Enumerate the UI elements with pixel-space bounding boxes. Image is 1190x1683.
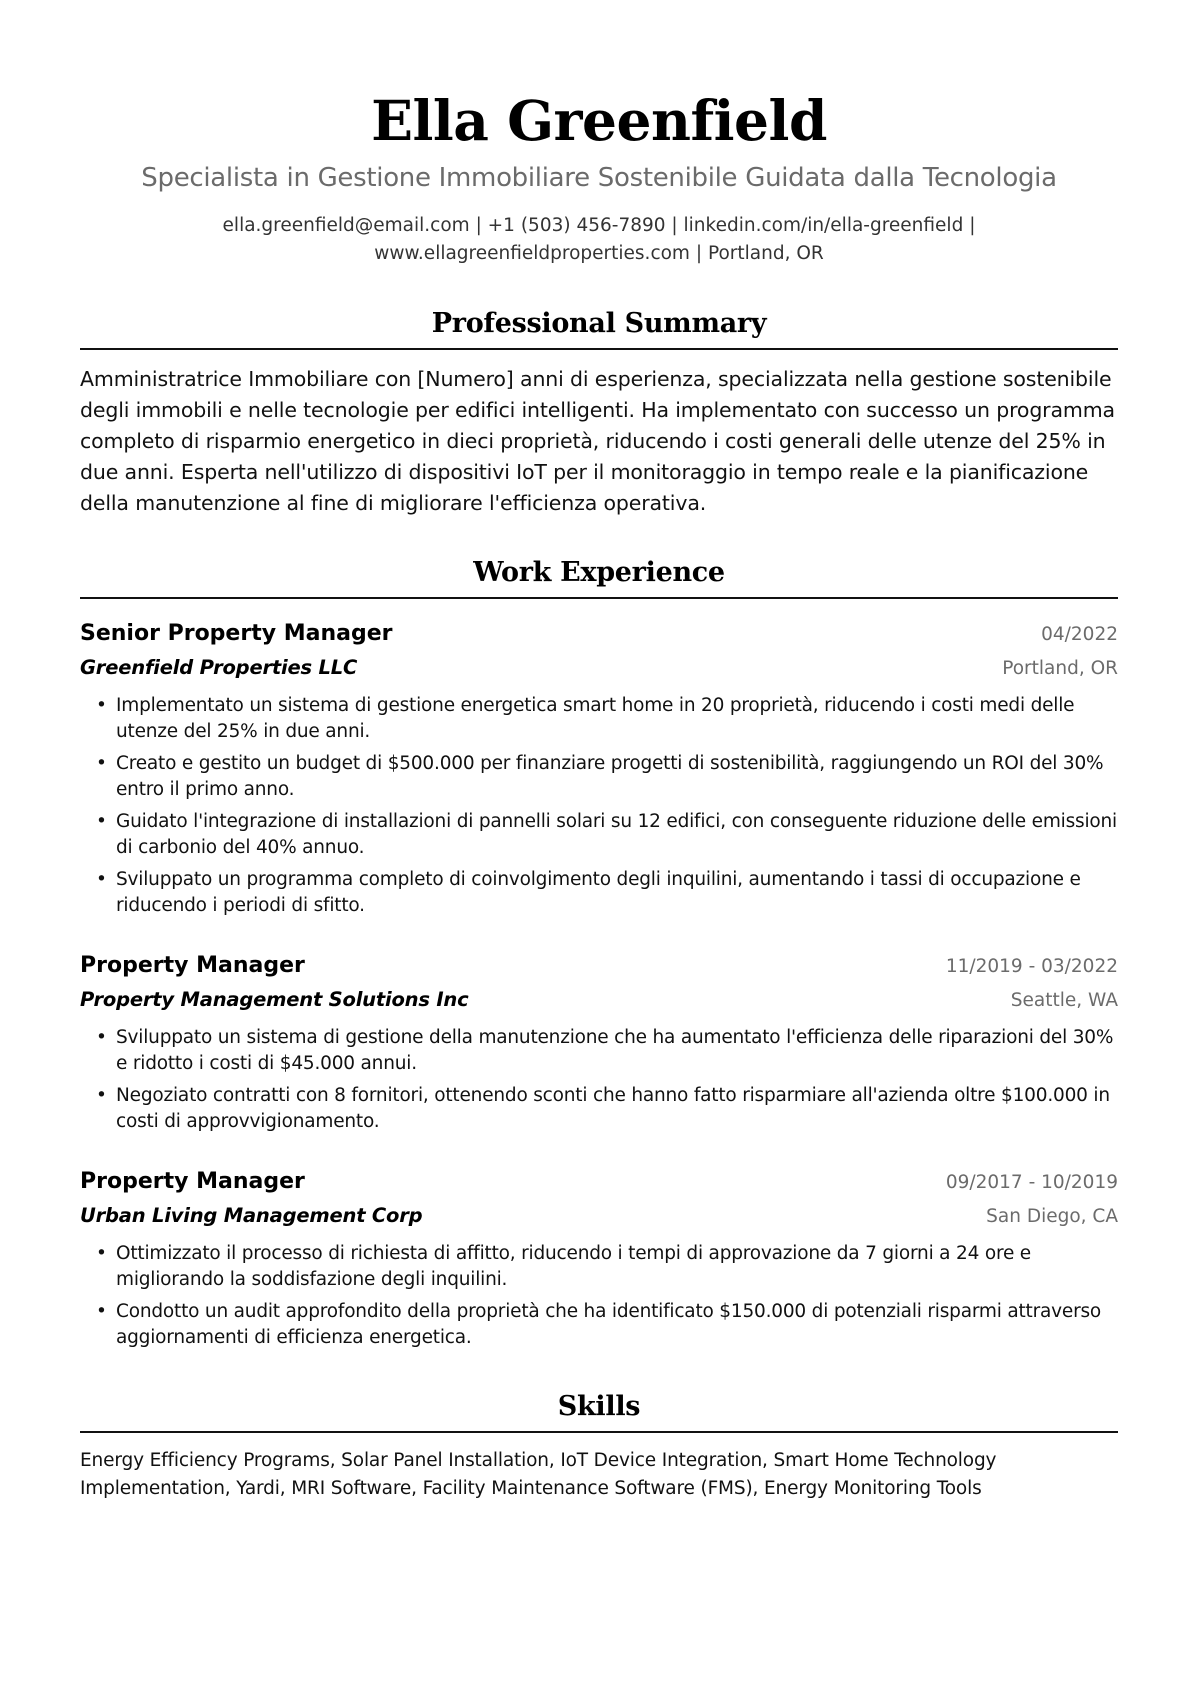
company-name: Greenfield Properties LLC: [80, 656, 358, 679]
bullet-text: Sviluppato un programma completo di coinvolgimento degli inquilini, aumentando i tassi di occupazione e riducendo i periodi di sfitto.: [116, 869, 1081, 916]
bullet-item: [80, 751, 1118, 803]
section-title-experience: Work Experience: [80, 555, 1118, 599]
candidate-name: Ella Greenfield: [371, 88, 827, 153]
skills-text: Energy Efficiency Programs, Solar Panel Installation, IoT Device Integration, Smart Home Technology Implementation, Yardi, MRI Software, Facility Maintenance Software (FMS), Energy Monitoring Tools: [80, 1450, 997, 1499]
company-name: Urban Living Management Corp: [80, 1204, 423, 1227]
section-title-summary: Professional Summary: [80, 306, 1118, 350]
bullet-icon: •: [96, 811, 107, 832]
bullet-icon: •: [96, 1085, 107, 1106]
contact-line-1: ella.greenfield@email.com | +1 (503) 456-7890 | linkedin.com/in/ella-greenfield |: [222, 215, 976, 236]
bullet-text: Creato e gestito un budget di $500.000 per finanziare progetti di sostenibilità, raggiungendo un ROI del 30% entro il primo anno.: [116, 753, 1104, 800]
job-location: Portland, OR: [1002, 658, 1118, 679]
job-date: 04/2022: [1041, 624, 1118, 645]
bullet-item: [80, 1025, 1118, 1077]
job-title: Property Manager: [80, 1169, 305, 1194]
bullet-text: Ottimizzato il processo di richiesta di affitto, riducendo i tempi di approvazione da 7 giorni a 24 ore e migliorando la soddisfazione degli inquilini.: [116, 1243, 1031, 1290]
bullet-item: [80, 867, 1118, 919]
bullet-item: [80, 1299, 1118, 1351]
bullet-text: Sviluppato un sistema di gestione della manutenzione che ha aumentato l'efficienza delle riparazioni del 30% e ridotto i costi di $45.000 annui.: [116, 1027, 1114, 1074]
section-title-skills: Skills: [80, 1389, 1118, 1433]
bullet-text: Condotto un audit approfondito della proprietà che ha identificato $150.000 di potenziali risparmi attraverso aggiornamenti di efficienza energetica.: [116, 1301, 1102, 1348]
job-title: Senior Property Manager: [80, 621, 393, 646]
bullet-item: [80, 809, 1118, 861]
bullet-text: Guidato l'integrazione di installazioni di pannelli solari su 12 edifici, con conseguente riduzione delle emissioni di carbonio del 40% annuo.: [116, 811, 1117, 858]
bullet-icon: •: [96, 1027, 107, 1048]
job-location: San Diego, CA: [986, 1206, 1118, 1227]
bullet-icon: •: [96, 695, 107, 716]
contact-info: [80, 212, 1118, 268]
bullet-text: Negoziato contratti con 8 fornitori, ottenendo sconti che hanno fatto risparmiare all'azienda oltre $100.000 in costi di approvvigionamento.: [116, 1085, 1110, 1132]
job-date: 09/2017 - 10/2019: [945, 1172, 1118, 1193]
job-bullets: [80, 693, 1118, 919]
bullet-item: [80, 1083, 1118, 1135]
bullet-icon: •: [96, 753, 107, 774]
bullet-text: Implementato un sistema di gestione energetica smart home in 20 proprietà, riducendo i costi medi delle utenze del 25% in due anni.: [116, 695, 1075, 742]
bullet-icon: •: [96, 1301, 107, 1322]
bullet-item: [80, 693, 1118, 745]
bullet-icon: •: [96, 869, 107, 890]
job-entry: [80, 617, 1118, 919]
contact-line-2: www.ellagreenfieldproperties.com | Portland, OR: [374, 243, 824, 264]
resume-page: [80, 0, 1118, 1503]
job-bullets: [80, 1241, 1118, 1351]
job-date: 11/2019 - 03/2022: [945, 956, 1118, 977]
job-title: Property Manager: [80, 953, 305, 978]
company-name: Property Management Solutions Inc: [80, 988, 469, 1011]
job-location: Seattle, WA: [1010, 990, 1118, 1011]
job-entry: [80, 949, 1118, 1135]
bullet-item: [80, 1241, 1118, 1293]
summary-text: Amministratrice Immobiliare con [Numero] anni di esperienza, specializzata nella gestione sostenibile degli immobili e nelle tecnologie per edifici intelligenti. Ha implementato con successo un programma completo di risparmio energetico in dieci proprietà, riducendo i costi generali delle utenze del 25% in due anni. Esperta nell'utilizzo di dispositivi IoT per il monitoraggio in tempo reale e la pianificazione della manutenzione al fine di migliorare l'efficienza operativa.: [80, 367, 1115, 515]
job-entry: [80, 1165, 1118, 1351]
headline: Specialista in Gestione Immobiliare Sostenibile Guidata dalla Tecnologia: [141, 163, 1057, 193]
bullet-icon: •: [96, 1243, 107, 1264]
job-bullets: [80, 1025, 1118, 1135]
